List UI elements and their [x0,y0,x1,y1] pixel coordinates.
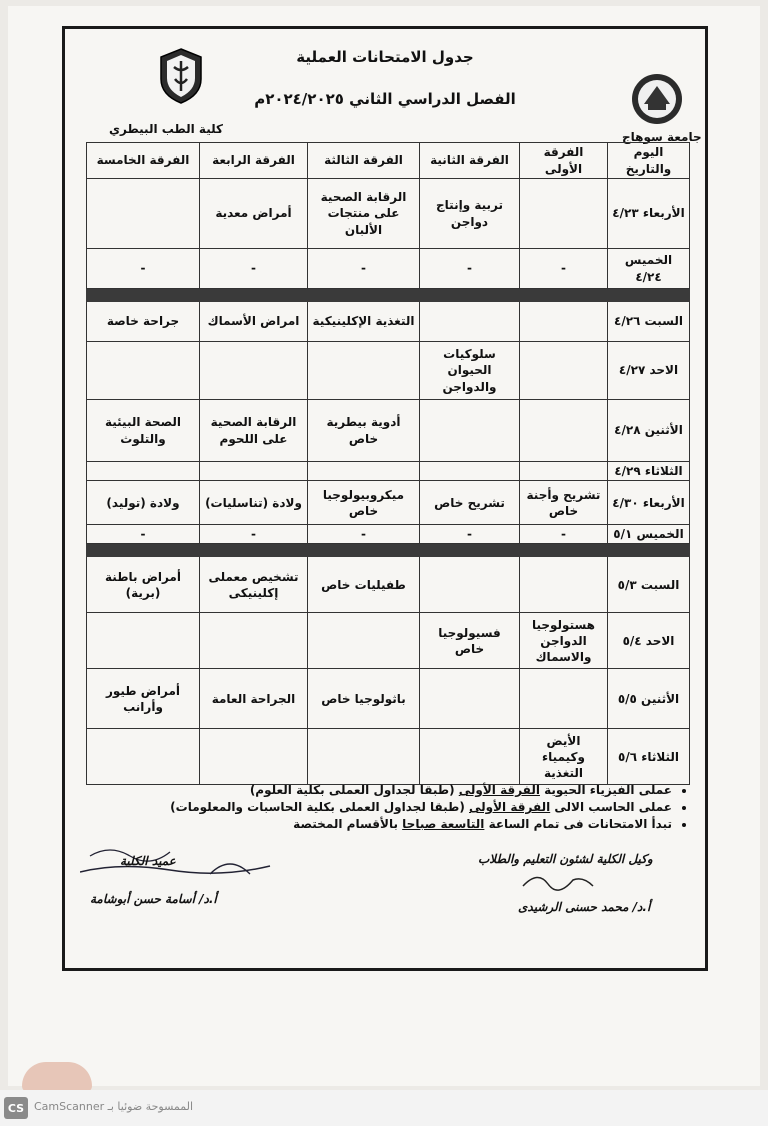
title-text: جدول الامتحانات العملية [296,48,474,66]
table-row [87,613,690,669]
notes-section [70,780,690,834]
exam-cell: هستولوجيا الدواجن والاسماك [520,613,608,669]
table-row [87,400,690,462]
exam-cell: الصحة البيئية والتلوث [87,400,200,462]
exam-cell: فسيولوجيا خاص [420,613,520,669]
note-item [70,783,672,797]
table-row [87,462,690,481]
note-text: عملى الحاسب الالى [554,800,672,814]
table-row [87,525,690,544]
exam-cell [520,302,608,342]
exam-cell: - [520,525,608,544]
table-row [87,481,690,525]
exam-cell: الرقابة الصحية على منتجات الألبان [308,179,420,249]
note-text: (طبقا لجداول العملى بكلية العلوم) [249,783,455,797]
day-cell: الأثنين ٤/٢٨ [608,400,690,462]
table-row [87,179,690,249]
note-text: عملى الفيزياء الحيوية [544,783,672,797]
signature-scribble [80,844,280,888]
exam-cell: - [200,249,308,289]
day-cell: الخميس ٤/٢٤ [608,249,690,289]
exam-cell: التغذية الإكلينيكية [308,302,420,342]
table-row [87,669,690,729]
note-highlight: التاسعة صباحا [402,817,485,831]
table-row [87,342,690,400]
exam-cell [87,342,200,400]
exam-cell [200,342,308,400]
exam-cell: امراض الأسماك [200,302,308,342]
exam-cell [420,462,520,481]
exam-cell: سلوكيات الحيوان والدواجن [420,342,520,400]
exam-cell: تربية وإنتاج دواجن [420,179,520,249]
week-separator [87,289,690,302]
exam-cell: أمراض معدية [200,179,308,249]
exam-cell [308,729,420,785]
faculty-logo [157,47,205,105]
exam-cell: طفيليات خاص [308,557,420,613]
exam-cell [200,613,308,669]
exam-cell: - [308,525,420,544]
exam-cell: الجراحة العامة [200,669,308,729]
exam-cell [520,669,608,729]
exam-cell [520,400,608,462]
column-header: اليوم والتاريخ [608,143,690,179]
column-header: الفرقة الرابعة [200,143,308,179]
exam-cell [308,613,420,669]
exam-cell: ولادة (توليد) [87,481,200,525]
exam-cell: - [420,525,520,544]
scanner-watermark: الممسوحة ضوئيا بـ CamScanner [34,1100,194,1113]
exam-cell: أدوية بيطرية خاص [308,400,420,462]
exam-cell [420,729,520,785]
day-cell: الخميس ٥/١ [608,525,690,544]
day-cell: الاحد ٥/٤ [608,613,690,669]
table-row [87,557,690,613]
exam-cell: تشريح وأجنة خاص [520,481,608,525]
column-header: الفرقة الثانية [420,143,520,179]
exam-cell [200,462,308,481]
exam-cell [87,179,200,249]
exam-cell: - [520,249,608,289]
day-cell: الأربعاء ٤/٢٣ [608,179,690,249]
exam-cell [87,462,200,481]
exam-cell [308,342,420,400]
table-row [87,302,690,342]
exam-cell: - [420,249,520,289]
vice-dean-role: وكيل الكلية لشئون التعليم والطلاب [478,852,653,866]
finger-shadow [22,1062,92,1092]
exam-cell [520,179,608,249]
exam-cell: جراحة خاصة [87,302,200,342]
day-cell: الأثنين ٥/٥ [608,669,690,729]
exam-cell [87,613,200,669]
exam-cell [200,729,308,785]
document-header [65,30,705,142]
day-cell: السبت ٥/٣ [608,557,690,613]
semester-subtitle: الفصل الدراسي الثاني ٢٠٢٤/٢٠٢٥م [254,90,516,108]
table-header-row [87,143,690,179]
camscanner-icon: CS [4,1097,28,1119]
exam-cell: الأيض وكيمياء التغذية [520,729,608,785]
exam-cell [520,462,608,481]
note-text: (طبقا لجداول العملى بكلية الحاسبات والمعلومات) [170,800,465,814]
exam-cell: أمراض طيور وأرانب [87,669,200,729]
exam-cell [87,729,200,785]
note-highlight: الفرقة الأولى [458,783,540,797]
column-header: الفرقة الثالثة [308,143,420,179]
exam-cell: - [87,249,200,289]
table-row [87,729,690,785]
exam-cell [420,557,520,613]
day-cell: الثلاثاء ٤/٢٩ [608,462,690,481]
exam-cell: أمراض باطنة (برية) [87,557,200,613]
note-highlight: الفرقة الأولى [469,800,551,814]
exam-cell: ميكروبيولوجيا خاص [308,481,420,525]
exam-cell: تشخيص معملى إكلينيكى [200,557,308,613]
day-cell: الاحد ٤/٢٧ [608,342,690,400]
exam-cell [420,669,520,729]
dean-role: عميد الكلية [120,854,176,868]
column-header: الفرقة الخامسة [87,143,200,179]
note-item [70,817,672,831]
exam-cell: - [200,525,308,544]
exam-cell [520,342,608,400]
note-item [70,800,672,814]
table-row [87,249,690,289]
exam-cell [520,557,608,613]
exam-cell [420,400,520,462]
university-logo [630,72,684,126]
faculty-name: كلية الطب البيطري [109,122,223,136]
note-text: بالأقسام المختصة [293,817,398,831]
note-text: تبدأ الامتحانات فى تمام الساعة [488,817,672,831]
signature-scribble [518,868,598,894]
exam-cell [308,462,420,481]
exam-cell: - [308,249,420,289]
day-cell: الثلاثاء ٥/٦ [608,729,690,785]
column-header: الفرقة الأولى [520,143,608,179]
exam-cell: الرقابة الصحية على اللحوم [200,400,308,462]
vice-dean-name: أ.د/ محمد حسنى الرشيدى [518,900,651,914]
university-name: جامعة سوهاج [622,130,702,144]
exam-schedule-table [86,142,690,785]
exam-cell: باثولوجيا خاص [308,669,420,729]
exam-cell: تشريح خاص [420,481,520,525]
dean-name: أ.د/ أسامة حسن أبوشامة [90,892,217,906]
exam-cell: ولادة (تناسليات) [200,481,308,525]
exam-cell [420,302,520,342]
week-separator [87,544,690,557]
day-cell: السبت ٤/٢٦ [608,302,690,342]
exam-cell: - [87,525,200,544]
vice-dean-signature-block [478,852,653,914]
day-cell: الأربعاء ٤/٣٠ [608,481,690,525]
